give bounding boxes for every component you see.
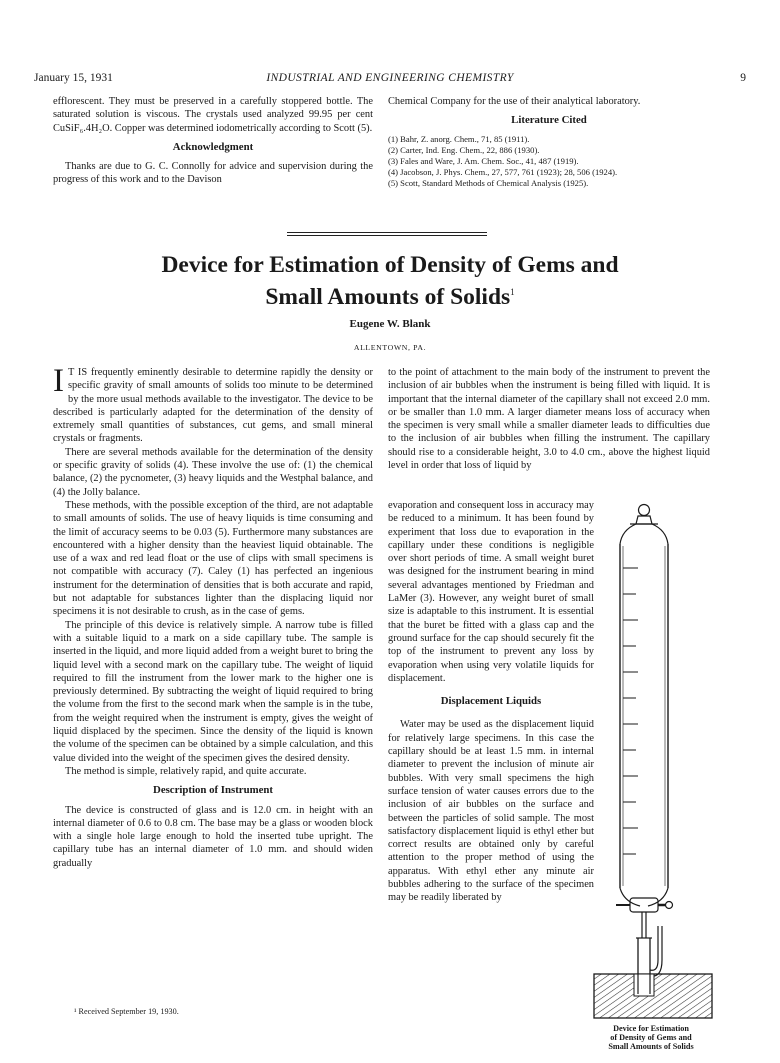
stopcock	[630, 898, 658, 912]
header-date: January 15, 1931	[34, 72, 113, 84]
title-line: Device for Estimation of Density of Gems and	[161, 252, 619, 278]
reference-item: (5) Scott, Standard Methods of Chemical Analysis (1925).	[388, 178, 589, 189]
prev-article-left-column	[53, 95, 373, 187]
article-right-column-top	[388, 366, 710, 472]
footnote: ¹ Received September 19, 1930.	[74, 1007, 179, 1016]
header-journal: INDUSTRIAL AND ENGINEERING CHEMISTRY	[266, 72, 514, 84]
density-device-figure	[592, 498, 724, 1023]
title-line-2	[60, 279, 720, 311]
intro-text: T IS frequently eminently desirable to determine rapidly the density or specific gravity of small amounts of solids too minute to be determined by the more usual methods available to the investigator. The device to be described is particularly adapted for the determination of the density of extremely small quantities of substances, cut gems, and small mineral crystals or fragments.	[53, 367, 373, 445]
prev-paragraph: efflorescent. They must be preserved in a carefully stoppered bottle. The saturated solution is viscous. The crystals used analyzed 99.95 per cent CuSiF₆.4H₂O. Copper was determined iodometrically according to Scott (5).	[53, 96, 373, 134]
reference-item: (1) Bahr, Z. anorg. Chem., 71, 85 (1911).	[388, 133, 530, 144]
prev-paragraph-right: Chemical Company for the use of their analytical laboratory.	[388, 96, 641, 107]
title-line-text: Small Amounts of Solids	[265, 283, 511, 310]
prev-article-right-column	[388, 95, 710, 190]
reference-item: (4) Jacobson, J. Phys. Chem., 27, 577, 761 (1923); 28, 506 (1924).	[388, 167, 618, 178]
author: Eugene W. Blank	[349, 318, 431, 330]
article-left-column	[53, 363, 373, 870]
caption-line: of Density of Gems and	[610, 1033, 692, 1043]
cap-ground-joint	[636, 516, 652, 524]
intro-paragraph	[53, 363, 373, 446]
drop-cap: I	[53, 363, 64, 399]
base-hole	[634, 974, 654, 996]
paragraph: These methods, with the possible exception of the third, are not adaptable to small amounts of solids. The use of heavy liquids is time consuming and the limit of accuracy seems to be 0.03 (5). Furthermore many substances are encountered with a higher density than the heaviest liquid obtainable. The use of a wax and red lead float or the use of clips with small specimens is not compatible with accuracy (7). Caley (1) has perfected an ingenious instrument for the determination of densities that is both accurate and rapid, but not adaptable for substances lighter than the displacing liquid nor specimens it is not desirable to crush, as in the case of gems.	[53, 499, 373, 618]
literature-heading: Literature Cited	[511, 114, 587, 127]
article-title	[60, 252, 720, 311]
paragraph: There are several methods available for the determination of the density or specific gravity of solids (4). These involve the use of: (1) the chemical balance, (2) the pycnometer, (3) heavy liquids and the Westphal balance, and (4) the Jolly balance.	[53, 446, 373, 498]
figure-caption	[578, 1024, 724, 1052]
description-heading: Description of Instrument	[153, 784, 273, 797]
caption-line: Device for Estimation	[613, 1024, 689, 1033]
displacement-heading: Displacement Liquids	[440, 695, 542, 708]
title-footnote-mark: 1	[510, 287, 515, 297]
cap-knob	[639, 505, 650, 516]
reference-item: (3) Fales and Ware, J. Am. Chem. Soc., 41, 487 (1919).	[388, 156, 579, 166]
running-header	[34, 72, 746, 88]
separator-rule	[287, 232, 487, 233]
separator-rule	[287, 235, 487, 236]
paragraph: Water may be used as the displacement liquid for relatively large specimens. In this case the capillary should be at least 1.5 mm. in internal diameter to prevent the inclusion of minute air bubbles. With very small specimens the high surface tension of water causes errors due to the inclusion of air bubbles on the surface and between the particles of solid sample. The most satisfactory displacement liquid is ethyl ether but correct results are obtained only by careful attention to the proper method of using the apparatus. With ethyl ether any minute air bubbles adhering to the surface of the specimen may be readily liberated by	[388, 719, 594, 904]
author-location: ALLENTOWN, PA.	[353, 343, 427, 352]
reference-list	[388, 134, 710, 190]
paragraph: The principle of this device is relatively simple. A narrow tube is filled with a suitable liquid to a mark on a side capillary tube. The sample is inserted in the liquid, and more liquid added from a weight buret to bring the liquid level with a second mark on the capillary tube. The weight of liquid required to fill the instrument from the lower mark to the higher one is previously determined. By subtracting the weight of liquid required to bring the volume from the first to the second mark when the sample is in the tube, from the weight required when the instrument is empty, gives the weight of liquid displaced by the specimen. Since the density of the liquid is known the volume of the specimen can be obtained by a simple calculation, and this value divided into the weight of the specimen gives the desired density.	[53, 619, 373, 764]
caption-line: Small Amounts of Solids	[608, 1042, 694, 1052]
acknowledgment-text: Thanks are due to G. C. Connolly for advice and supervision during the progress of this work and to the Davison	[53, 161, 373, 186]
article-right-column-narrow	[388, 499, 594, 905]
acknowledgment-heading: Acknowledgment	[172, 140, 254, 153]
graduation-marks	[623, 568, 638, 854]
reference-item: (2) Carter, Ind. Eng. Chem., 22, 886 (1930).	[388, 144, 540, 155]
paragraph: evaporation and consequent loss in accuracy may be reduced to a minimum. It has been found by experiment that loss due to evaporation in the capillary under these conditions is negligible over short periods of time. A small weight buret was designed for the instrument bearing in mind several advantages mentioned by Friedman and LaMer (3). However, any weight buret of small size is adaptable to this instrument. It is essential that the buret be fitted with a glass cap and the ground surface for the cap should securely fit the top of the instrument to prevent any loss by evaporation when using very volatile liquids for displacement.	[388, 500, 594, 684]
header-page-number: 9	[740, 72, 746, 84]
paragraph: to the point of attachment to the main body of the instrument to prevent the inclusion of air bubbles when the instrument is being filled with liquid. It is important that the internal diameter of the capillary shall not exceed 2.0 mm. or be smaller than 1.0 mm. A larger diameter means loss of accuracy when the specimen is very small while a smaller diameter leads to difficulties due to the inclusion of air bubbles when filling the instrument. The capillary should rise to a considerable height, 3.0 to 4.0 cm., above the highest liquid level in order that loss of liquid by	[388, 367, 710, 472]
paragraph: The method is simple, relatively rapid, and quite accurate.	[65, 765, 307, 777]
paragraph: The device is constructed of glass and is 12.0 cm. in height with an internal diameter of 0.6 to 0.8 cm. The base may be a glass or wooden block with a single hole large enough to hold the inserted tube upright. The capillary tube has an internal diameter of 1.0 mm. and should widen gradually	[53, 804, 373, 869]
